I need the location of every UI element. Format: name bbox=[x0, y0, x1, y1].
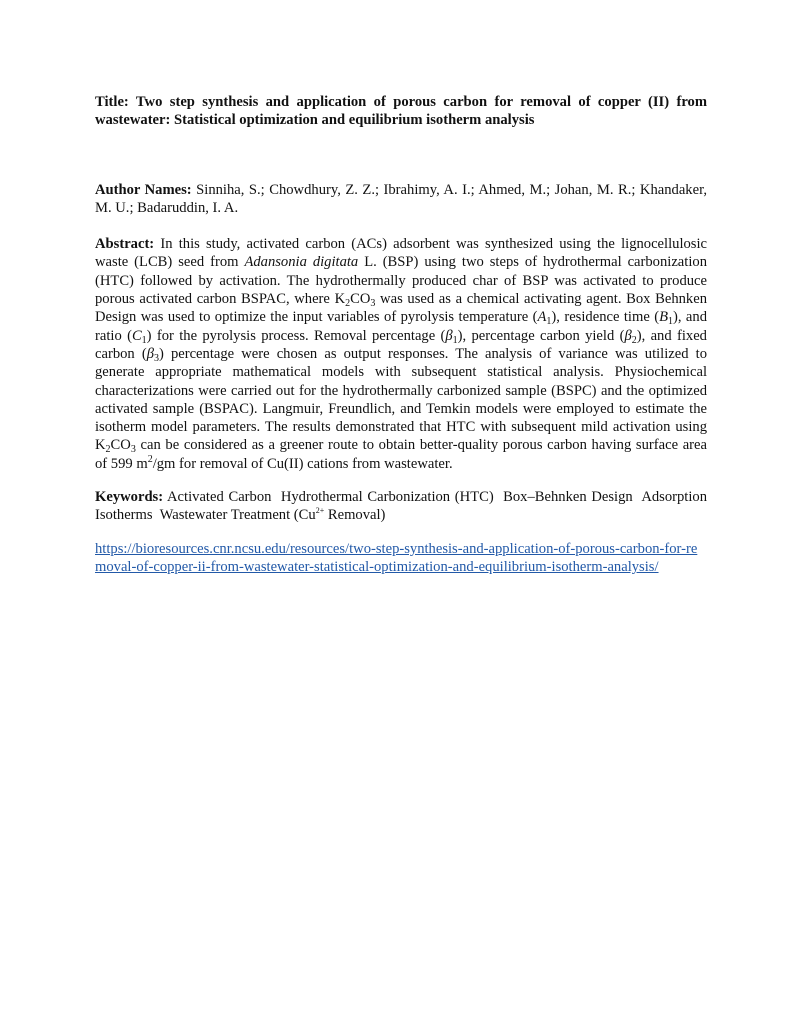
authors-label: Author Names: bbox=[95, 181, 192, 198]
chem-co: CO bbox=[350, 291, 371, 308]
abstract-text-6: ) percentage were chosen as output responses. The analysis of variance was utilized to generate appropriate mathematical models with subsequent statistical analysis. Physiochemical characterizations were carried out for the hydrothermally carbonized sample (BSPC) and the optimized activated sample (BSPAC). Langmuir, Freundlich, and Temkin models were employed to estimate the isotherm model parameters. The results demonstrated that HTC with subsequent mild activation using bbox=[95, 345, 707, 436]
var-c: C bbox=[131, 327, 142, 344]
keyword-1: Activated Carbon bbox=[167, 489, 272, 506]
abstract-text-5a: ), percentage carbon yield ( bbox=[457, 327, 625, 344]
title-text: Two step synthesis and application of porous carbon for removal of copper (II) from wastewater: Statistical optimization and equilibrium isotherm analysis bbox=[95, 94, 707, 129]
beta-1: β bbox=[445, 327, 453, 344]
beta-3: β bbox=[146, 345, 154, 362]
keywords bbox=[95, 488, 707, 525]
article-link[interactable]: https://bioresources.cnr.ncsu.edu/resources/two-step-synthesis-and-application-of-porous-carbon-for-removal-of-copper-ii-from-wastewater-statistical-optimization-and-equilibrium-isotherm-analysis/ bbox=[95, 540, 698, 575]
beta-1-sub: 1 bbox=[452, 334, 458, 346]
keyword-5-end: Removal) bbox=[327, 507, 386, 524]
document-page bbox=[95, 93, 707, 576]
chem-sub-2b: 2 bbox=[105, 444, 111, 456]
abstract-text-2: L. (BSP) using two steps of hydrothermal carbonization (HTC) followed by activation. The hydrothermally produced char of BSP was activated to produce porous activated carbon BSPAC, where bbox=[95, 254, 707, 308]
abstract-label: Abstract: bbox=[95, 236, 155, 253]
keyword-4: Adsorption Isotherms bbox=[95, 489, 707, 524]
abstract bbox=[95, 235, 707, 473]
author-names bbox=[95, 181, 707, 218]
chem-sub-2: 2 bbox=[345, 298, 351, 310]
area-unit-sup: 2 bbox=[147, 453, 153, 465]
beta-3-sub: 3 bbox=[153, 352, 159, 364]
abstract-text-5b: ), and fixed carbon ( bbox=[95, 327, 707, 362]
species-name: Adansonia digitata bbox=[244, 254, 359, 271]
abstract-text-7: can be considered as a greener route to obtain better-quality porous carbon having surface area of 599 m bbox=[95, 437, 707, 472]
article-link-paragraph bbox=[95, 540, 707, 577]
abstract-text-4b: ), and ratio ( bbox=[95, 309, 707, 344]
chem-sub-3b: 3 bbox=[130, 444, 136, 456]
chem-k: K bbox=[334, 291, 346, 308]
abstract-text-8: /gm for removal of Cu(II) cations from wastewater. bbox=[152, 455, 453, 472]
beta-2-sub: 2 bbox=[631, 334, 637, 346]
keywords-label: Keywords: bbox=[95, 489, 164, 506]
var-a: A bbox=[537, 309, 547, 326]
var-b-sub: 1 bbox=[668, 316, 673, 328]
keyword-5-sup: 2+ bbox=[315, 506, 325, 516]
abstract-text-4c: ) for the pyrolysis process. Removal percentage ( bbox=[146, 327, 446, 344]
abstract-text-4a: ), residence time ( bbox=[551, 309, 660, 326]
chem-co-2: CO bbox=[110, 437, 131, 454]
keyword-3: Box–Behnken Design bbox=[503, 489, 633, 506]
keyword-2: Hydrothermal Carbonization (HTC) bbox=[280, 489, 494, 506]
authors-text: Sinniha, S.; Chowdhury, Z. Z.; Ibrahimy, A. I.; Ahmed, M.; Johan, M. R.; Khandaker, M. U.; Badaruddin, I. A. bbox=[95, 181, 707, 216]
beta-2: β bbox=[624, 327, 632, 344]
var-b: B bbox=[659, 309, 668, 326]
paper-title bbox=[95, 93, 707, 130]
var-a-sub: 1 bbox=[546, 316, 552, 328]
chem-k-2: K bbox=[95, 437, 106, 454]
var-c-sub: 1 bbox=[141, 334, 147, 346]
abstract-text-3: was used as a chemical activating agent. Box Behnken Design was used to optimize the input variables of pyrolysis temperature ( bbox=[95, 291, 707, 326]
title-label: Title: bbox=[95, 94, 129, 110]
keyword-5: Wastewater Treatment (Cu bbox=[159, 507, 316, 524]
chem-sub-3: 3 bbox=[370, 298, 376, 310]
abstract-text-1: In this study, activated carbon (ACs) adsorbent was synthesized using the lignocellulosic waste (LCB) seed from bbox=[95, 236, 708, 271]
